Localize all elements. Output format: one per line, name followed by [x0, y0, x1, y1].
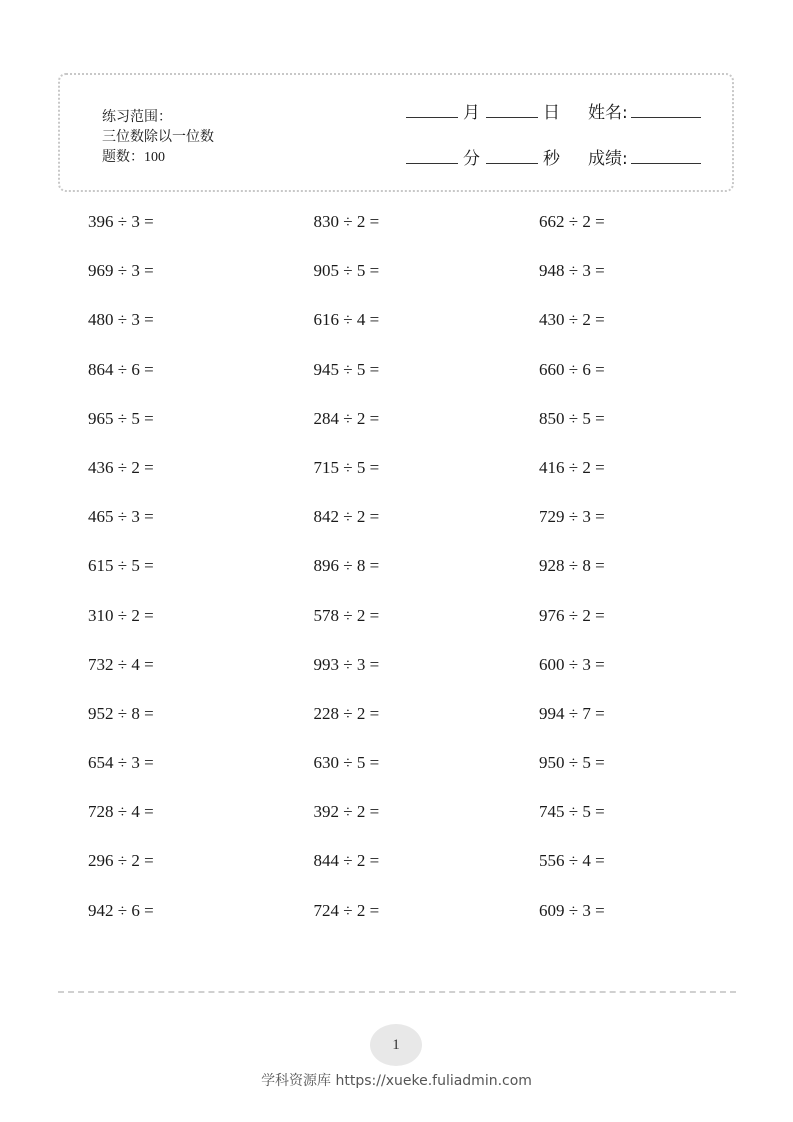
page-number: 1 — [370, 1024, 422, 1066]
division-problem: 392 ÷ 2 = — [313, 802, 380, 822]
division-problem: 654 ÷ 3 = — [88, 753, 154, 773]
division-problem: 948 ÷ 3 = — [539, 261, 605, 281]
division-problem: 993 ÷ 3 = — [313, 654, 380, 674]
division-problem: 615 ÷ 5 = — [88, 556, 154, 576]
division-problem: 578 ÷ 2 = — [313, 605, 380, 625]
division-problem: 724 ÷ 2 = — [313, 900, 380, 920]
score-blank[interactable] — [631, 162, 701, 164]
division-problem: 609 ÷ 3 = — [539, 900, 605, 920]
division-problem: 965 ÷ 5 = — [88, 408, 154, 428]
division-problem: 480 ÷ 3 = — [88, 310, 154, 330]
problem-row — [88, 358, 765, 407]
division-problem: 850 ÷ 5 = — [539, 408, 605, 428]
name-label: 姓名: — [588, 103, 628, 123]
problem-row — [88, 554, 765, 603]
division-problem: 842 ÷ 2 = — [313, 507, 380, 527]
scope-value: 三位数除以一位数 — [102, 129, 214, 145]
second-blank[interactable] — [486, 162, 538, 164]
score-label: 成绩: — [588, 149, 628, 169]
division-problem: 715 ÷ 5 = — [313, 457, 380, 477]
division-problem: 952 ÷ 8 = — [88, 703, 154, 723]
day-label: 日 — [543, 103, 560, 123]
problem-row — [88, 407, 765, 456]
division-problem: 465 ÷ 3 = — [88, 507, 154, 527]
division-problem: 945 ÷ 5 = — [313, 359, 380, 379]
division-problem: 416 ÷ 2 = — [539, 457, 605, 477]
problem-row — [88, 849, 765, 898]
division-problem: 430 ÷ 2 = — [539, 310, 605, 330]
problem-row — [88, 800, 765, 849]
division-problem: 310 ÷ 2 = — [88, 605, 154, 625]
month-label: 月 — [463, 103, 480, 123]
division-problem: 728 ÷ 4 = — [88, 802, 154, 822]
count-value: 100 — [144, 150, 165, 165]
division-problem: 976 ÷ 2 = — [539, 605, 605, 625]
division-problem: 928 ÷ 8 = — [539, 556, 605, 576]
division-problem: 556 ÷ 4 = — [539, 851, 605, 871]
problem-row — [88, 751, 765, 800]
division-problem: 600 ÷ 3 = — [539, 654, 605, 674]
division-problem: 994 ÷ 7 = — [539, 703, 605, 723]
division-problem: 228 ÷ 2 = — [313, 703, 380, 723]
division-problem: 969 ÷ 3 = — [88, 261, 154, 281]
division-problem: 296 ÷ 2 = — [88, 851, 154, 871]
footer-divider — [58, 991, 736, 993]
source-footer: 学科资源库 https://xueke.fuliadmin.com — [261, 1073, 532, 1089]
division-problem: 905 ÷ 5 = — [313, 261, 380, 281]
day-blank[interactable] — [486, 116, 538, 118]
problem-row — [88, 456, 765, 505]
division-problem: 662 ÷ 2 = — [539, 212, 605, 231]
division-problem: 284 ÷ 2 = — [313, 408, 380, 428]
division-problem: 950 ÷ 5 = — [539, 753, 605, 773]
problem-row — [88, 308, 765, 357]
minute-label: 分 — [463, 149, 480, 169]
division-problem: 660 ÷ 6 = — [539, 359, 605, 379]
problem-row — [88, 505, 765, 554]
question-count — [102, 147, 214, 168]
date-name-row — [406, 99, 701, 123]
division-problem: 942 ÷ 6 = — [88, 900, 154, 920]
problem-row — [88, 702, 765, 751]
problem-grid — [88, 210, 765, 948]
student-fields — [406, 99, 701, 191]
division-problem: 436 ÷ 2 = — [88, 457, 154, 477]
name-blank[interactable] — [631, 116, 701, 118]
division-problem: 864 ÷ 6 = — [88, 359, 154, 379]
practice-scope — [102, 107, 214, 168]
worksheet-header — [58, 73, 734, 192]
minute-blank[interactable] — [406, 162, 458, 164]
month-blank[interactable] — [406, 116, 458, 118]
count-label: 题数： — [102, 149, 144, 165]
division-problem: 729 ÷ 3 = — [539, 507, 605, 527]
division-problem: 616 ÷ 4 = — [313, 310, 380, 330]
problem-row — [88, 259, 765, 308]
division-problem: 396 ÷ 3 = — [88, 212, 154, 231]
problem-row — [88, 899, 765, 948]
scope-label: 练习范围： — [102, 109, 172, 125]
division-problem: 732 ÷ 4 = — [88, 654, 154, 674]
division-problem: 844 ÷ 2 = — [313, 851, 380, 871]
division-problem: 896 ÷ 8 = — [313, 556, 380, 576]
second-label: 秒 — [543, 149, 560, 169]
division-problem: 630 ÷ 5 = — [313, 753, 380, 773]
problem-row — [88, 653, 765, 702]
problem-row — [88, 604, 765, 653]
division-problem: 830 ÷ 2 = — [313, 212, 380, 231]
time-score-row — [406, 145, 701, 169]
division-problem: 745 ÷ 5 = — [539, 802, 605, 822]
problem-row — [88, 210, 765, 259]
